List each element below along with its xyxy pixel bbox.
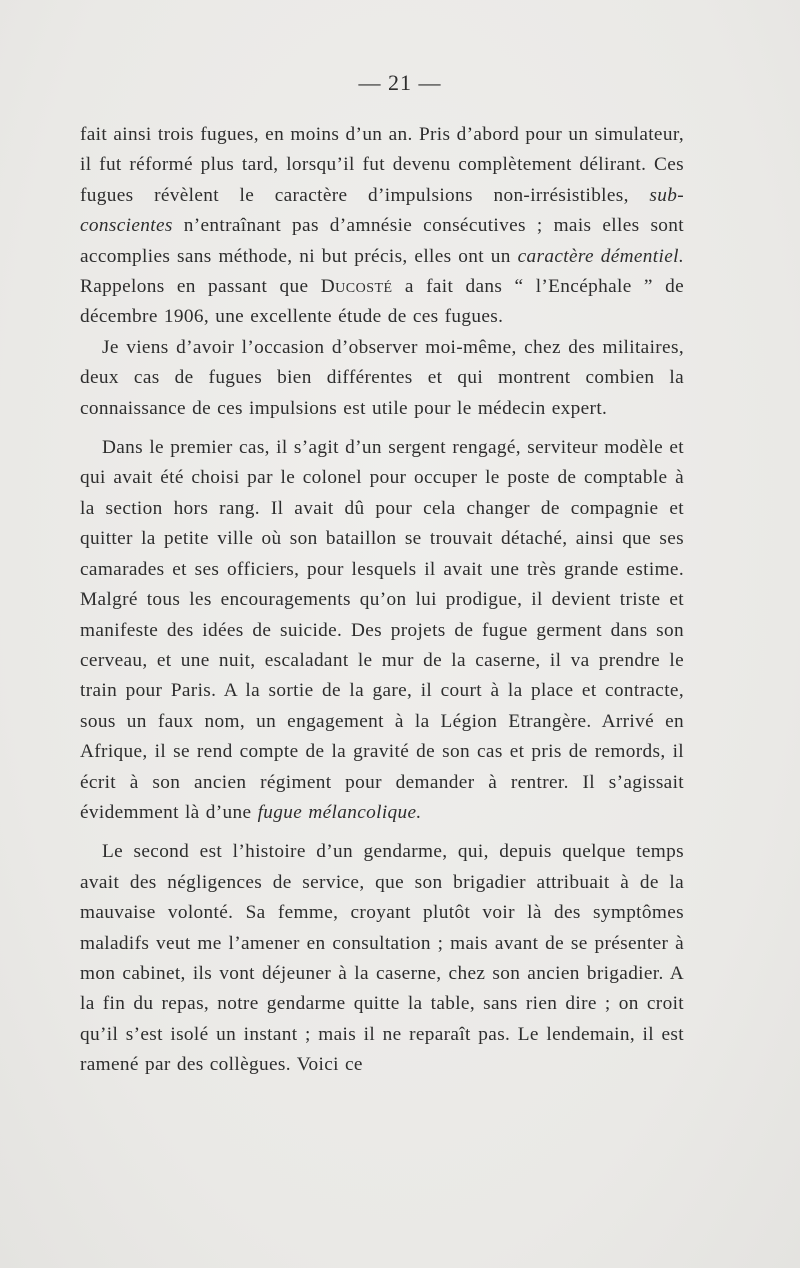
paragraph <box>80 837 684 1080</box>
text-run: n’entraînant pas d’amnésie consécutives ; mais elles sont accomplies sans méthode, ni but précis, elles ont un <box>80 215 684 267</box>
italic-text-run: sub-conscientes <box>80 184 684 237</box>
italic-text-run: caractère démentiel. <box>517 245 684 267</box>
text-run: Rappelons en passant que <box>80 276 321 298</box>
text-run: Le second est l’histoire d’un gendarme, qui, depuis quelque temps avait des négligences de service, que son brigadier attribuait à de la mauvaise volonté. Sa femme, croyant plutôt voir là des symptômes maladifs veut me l’amener en consultation ; mais avant de se présenter à mon cabinet, ils vont déjeuner à la caserne, chez son ancien brigadier. A la fin du repas, notre gendarme quitte la table, sans rien dire ; on croit qu’il s’est isolé un instant ; mais il ne reparaît pas. Le lendemain, il est ramené par des collègues. Voici ce <box>80 841 684 1076</box>
text-run: fait ainsi trois fugues, en moins d’un an. Pris d’abord pour un simulateur, il fut réformé plus tard, lorsqu’il fut devenu complètement délirant. Ces fugues révèlent le caractère d’impulsions non-irrésistibles, <box>80 124 684 206</box>
italic-text-run: fugue mélancolique. <box>257 801 422 823</box>
body-text <box>80 120 684 1081</box>
page-number: — 21 — <box>358 70 442 95</box>
paragraph <box>80 333 684 424</box>
text-run: a fait dans “ l’Encéphale ” de décembre 1906, une excellente étude de ces fugues. <box>80 276 684 328</box>
paragraph <box>80 120 684 333</box>
author-name: Ducosté <box>320 276 393 298</box>
text-run: Je viens d’avoir l’occasion d’observer moi-même, chez des militaires, deux cas de fugues bien différentes et qui montrent combien la connaissance de ces impulsions est utile pour le médecin expert. <box>80 336 684 419</box>
paragraph <box>80 433 684 828</box>
text-run: Dans le premier cas, il s’agit d’un sergent rengagé, serviteur modèle et qui avait été choisi par le colonel pour occuper le poste de comptable à la section hors rang. Il avait dû pour cela changer de compagnie et quitter la petite ville où son bataillon se trouvait détaché, ainsi que ses camarades et ses officiers, pour lesquels il avait une très grande estime. Malgré tous les encouragements qu’on lui prodigue, il devient triste et manifeste des idées de suicide. Des projets de fugue germent dans son cerveau, et une nuit, escaladant le mur de la caserne, il va prendre le train pour Paris. A la sortie de la gare, il court à la place et contracte, sous un faux nom, un engagement à la Légion Etrangère. Arrivé en Afrique, il se rend compte de la gravité de son cas et pris de remords, il écrit à son ancien régiment pour demander à rentrer. Il s’agissait évidemment là d’une <box>80 437 684 823</box>
